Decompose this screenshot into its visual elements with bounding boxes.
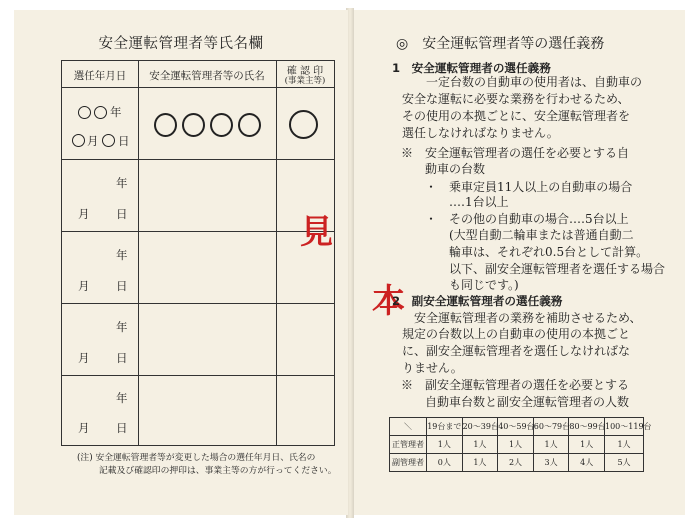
table-header-row — [390, 418, 644, 436]
body-line: 安全運転管理者の業務を補助させるため、 — [414, 311, 642, 325]
circle-mark — [102, 134, 115, 147]
month-label: 月 — [78, 351, 90, 365]
header-date: 選任年月日 — [73, 70, 127, 82]
body-line: その使用の本拠ごとに、安全運転管理者を — [402, 109, 631, 123]
day-label: 日 — [116, 207, 128, 221]
left-page — [14, 10, 348, 515]
note-line: ※ 安全運転管理者の選任を必要とする自 — [401, 146, 630, 160]
footnote — [77, 452, 337, 478]
body-line: 一定台数の自動車の使用者は、自動車の — [426, 75, 643, 89]
month-label: 月 — [78, 279, 90, 293]
section-title: ◎ 安全運転管理者等の選任義務 — [396, 36, 605, 52]
seal-circle-mark — [289, 110, 318, 139]
table-cell: ＼ — [390, 418, 427, 436]
watermark-hon: 本 — [372, 281, 405, 320]
month-label: 月 — [78, 421, 90, 435]
note-line: も同じです。) — [401, 278, 519, 292]
name-circle-mark — [182, 113, 205, 137]
column-divider — [276, 61, 277, 445]
table-cell: 100～119台 — [605, 418, 644, 436]
year-label: 年 — [116, 320, 128, 334]
table-cell: 1人 — [462, 436, 498, 454]
table-cell: 1人 — [427, 436, 463, 454]
day-label: 日 — [116, 351, 128, 365]
name-circle-mark — [210, 113, 233, 137]
month-label: 月 — [78, 207, 90, 221]
day-label: 日 — [118, 134, 130, 148]
table-row — [390, 454, 644, 472]
header-seal-sub: (事業主等) — [284, 76, 326, 86]
table-cell: 1人 — [569, 436, 605, 454]
month-label: 月 — [87, 134, 99, 148]
year-label: 年 — [116, 176, 128, 190]
circle-mark — [72, 134, 85, 147]
note-line: 動車の台数 — [401, 162, 486, 176]
year-label: 年 — [116, 248, 128, 262]
table-cell: 正管理者 — [390, 436, 427, 454]
note-line: 輪車は、それぞれ0.5台として計算。 — [401, 245, 649, 259]
section1-heading: 1 安全運転管理者の選任義務 — [392, 61, 551, 75]
note-line: (大型自動二輪車または普通自動二 — [401, 228, 634, 242]
note-line: ※ 副安全運転管理者の選任を必要とする — [401, 378, 630, 392]
table-row — [390, 436, 644, 454]
note-line: 以下、副安全運転管理者を選任する場合 — [401, 262, 666, 276]
day-label: 日 — [116, 279, 128, 293]
note-line: ・ 乗車定員11人以上の自動車の場合 — [401, 180, 633, 194]
row-divider — [62, 231, 334, 232]
column-divider — [138, 61, 139, 445]
table-cell: 4人 — [569, 454, 605, 472]
body-line: 規定の台数以上の自動車の使用の本拠ごと — [402, 327, 631, 341]
body-line: 安全な運転に必要な業務を行わせるため、 — [402, 92, 630, 106]
body-line: に、副安全運転管理者を選任しなければな — [402, 344, 631, 358]
table-cell: 0人 — [427, 454, 463, 472]
header-name: 安全運転管理者等の氏名 — [149, 70, 265, 82]
watermark-mi: 見 — [300, 212, 333, 251]
row-divider — [62, 159, 334, 160]
row-divider — [62, 87, 334, 88]
row-divider — [62, 303, 334, 304]
table-cell: 3人 — [533, 454, 569, 472]
row-divider — [62, 375, 334, 376]
table-cell: 19台まで — [427, 418, 463, 436]
note-line: ‥‥1台以上 — [401, 195, 509, 209]
body-line: 選任しなければなりません。 — [402, 126, 559, 140]
table-cell: 60～79台 — [533, 418, 569, 436]
registration-table — [61, 60, 335, 446]
table-cell: 2人 — [498, 454, 534, 472]
day-label: 日 — [116, 421, 128, 435]
name-circle-mark — [238, 113, 261, 137]
footnote-line: (注) 安全運転管理者等が変更した場合の選任年月日、氏名の — [77, 453, 316, 463]
body-line: りません。 — [402, 361, 463, 375]
footnote-line: 記載及び確認印の押印は、事業主等の方が行ってください。 — [99, 466, 337, 476]
table-cell: 1人 — [605, 436, 644, 454]
note-line: 自動車台数と副安全運転管理者の人数 — [401, 395, 630, 409]
section2-heading: 2 副安全運転管理者の選任義務 — [392, 294, 563, 308]
table-cell: 1人 — [498, 436, 534, 454]
table-cell: 1人 — [533, 436, 569, 454]
note-line: ・ その他の自動車の場合‥‥5台以上 — [401, 212, 629, 226]
table-cell: 5人 — [605, 454, 644, 472]
table-cell: 20～39台 — [462, 418, 498, 436]
page-title: 安全運転管理者等氏名欄 — [98, 36, 264, 52]
circle-mark — [94, 106, 107, 119]
staffing-table — [389, 417, 652, 472]
table-cell: 1人 — [462, 454, 498, 472]
header-seal: 確 認 印 — [286, 66, 324, 77]
year-label: 年 — [116, 391, 128, 405]
circle-mark — [78, 106, 91, 119]
name-circle-mark — [154, 113, 177, 137]
year-label: 年 — [110, 105, 122, 119]
table-cell: 80～99台 — [569, 418, 605, 436]
table-cell: 副管理者 — [390, 454, 427, 472]
table-cell: 40～59台 — [498, 418, 534, 436]
